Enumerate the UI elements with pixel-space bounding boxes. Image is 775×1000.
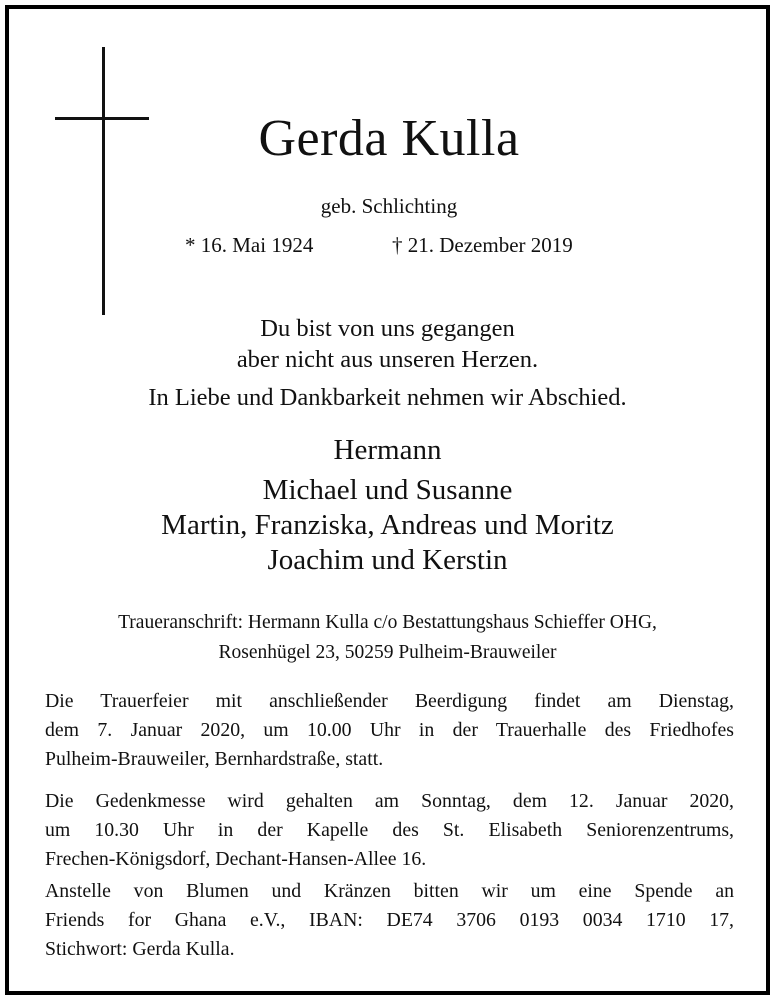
mourning-address-line: Traueranschrift: Hermann Kulla c/o Bestattungshaus Schieffer OHG,	[118, 612, 657, 633]
paragraph-line: Frechen-Königsdorf, Dechant-Hansen-Allee 16.	[45, 848, 427, 870]
paragraph-line: Stichwort: Gerda Kulla.	[45, 938, 235, 960]
verse-line: In Liebe und Dankbarkeit nehmen wir Abschied.	[148, 384, 627, 411]
funeral-paragraph	[45, 687, 734, 774]
paragraph-line: Friends for Ghana e.V., IBAN: DE74 3706 0193 0034 1710 17,	[45, 909, 734, 931]
death-date: † 21. Dezember 2019	[392, 233, 573, 257]
deceased-name: Gerda Kulla	[258, 110, 520, 167]
paragraph-line: Pulheim-Brauweiler, Bernhardstraße, statt.	[45, 748, 384, 770]
family-member-line: Martin, Franziska, Andreas und Moritz	[161, 509, 614, 541]
family-member-line: Joachim und Kerstin	[267, 544, 508, 576]
memorial-mass-paragraph	[45, 787, 734, 874]
cross-horizontal-bar	[55, 117, 149, 120]
cross-vertical-bar	[102, 47, 105, 315]
paragraph-line: dem 7. Januar 2020, um 10.00 Uhr in der Trauerhalle des Friedhofes	[45, 719, 734, 741]
paragraph-line: Die Gedenkmesse wird gehalten am Sonntag, dem 12. Januar 2020,	[45, 790, 734, 812]
notice-frame	[5, 5, 770, 995]
paragraph-line: Die Trauerfeier mit anschließender Beerdigung findet am Dienstag,	[45, 690, 734, 712]
mourning-address-line: Rosenhügel 23, 50259 Pulheim-Brauweiler	[218, 642, 557, 663]
verse-line: Du bist von uns gegangen	[260, 315, 515, 342]
birth-date: * 16. Mai 1924	[185, 233, 314, 257]
paragraph-line: um 10.30 Uhr in der Kapelle des St. Elisabeth Seniorenzentrums,	[45, 819, 734, 841]
family-member-line: Michael und Susanne	[262, 474, 513, 506]
donation-paragraph	[45, 877, 734, 964]
birth-name: geb. Schlichting	[320, 194, 458, 218]
paragraph-line: Anstelle von Blumen und Kränzen bitten wir um eine Spende an	[45, 880, 734, 902]
verse-line: aber nicht aus unseren Herzen.	[236, 346, 539, 373]
family-member-line: Hermann	[333, 434, 442, 466]
